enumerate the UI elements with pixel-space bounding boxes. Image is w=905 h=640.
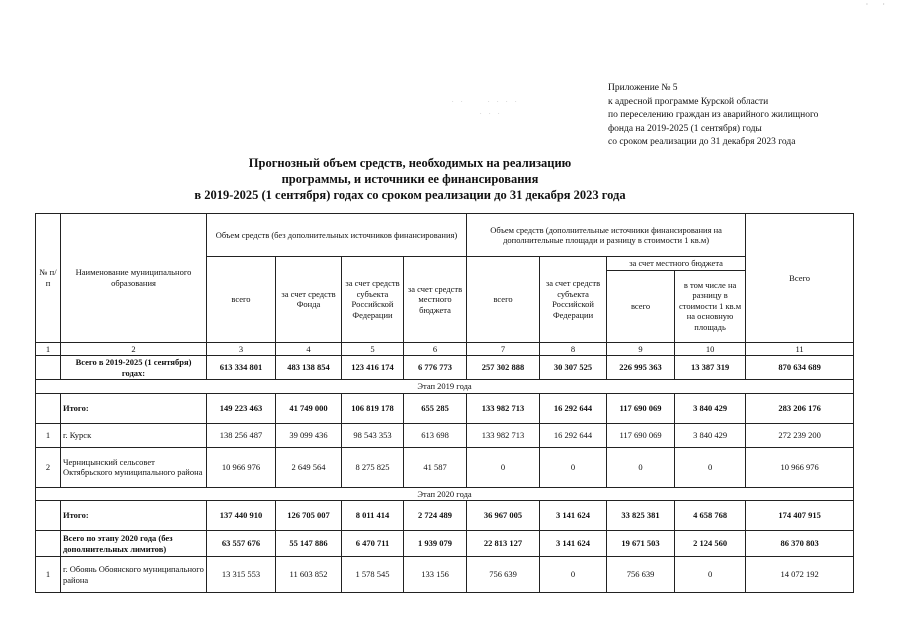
col-number: 9: [607, 342, 675, 356]
cell: 0: [675, 447, 746, 487]
cell: 8 275 825: [342, 447, 404, 487]
cell: 2 124 560: [675, 531, 746, 557]
cell: 133 156: [404, 557, 467, 593]
cell: 98 543 353: [342, 423, 404, 447]
document-title: [170, 155, 650, 203]
cell: 133 982 713: [467, 423, 540, 447]
col-number: 10: [675, 342, 746, 356]
cell: 272 239 200: [746, 423, 854, 447]
cell: 16 292 644: [540, 423, 607, 447]
cell: 10 966 976: [207, 447, 276, 487]
row-num: 2: [36, 447, 61, 487]
cell: 0: [675, 557, 746, 593]
cell: 133 982 713: [467, 393, 540, 423]
cell: 3 840 429: [675, 423, 746, 447]
cell: 138 256 487: [207, 423, 276, 447]
cell: 8 011 414: [342, 501, 404, 531]
row-label: г. Обоянь Обоянского муниципального района: [61, 557, 207, 593]
row-label: Всего в 2019-2025 (1 сентября) годах:: [61, 356, 207, 380]
cell: 3 141 624: [540, 501, 607, 531]
row-num: 1: [36, 557, 61, 593]
appendix-note: [608, 82, 818, 150]
cell: 106 819 178: [342, 393, 404, 423]
row-label: Итого:: [61, 501, 207, 531]
col-number: 6: [404, 342, 467, 356]
stage-label: Этап 2020 года: [36, 487, 854, 501]
header-total: Всего: [746, 214, 854, 343]
table-row-grand-total: [36, 356, 854, 380]
appendix-line: со сроком реализации до 31 декабря 2023 года: [608, 137, 796, 147]
title-line: в 2019-2025 (1 сентября) годах со сроком реализации до 31 декабря 2023 года: [194, 188, 626, 202]
header-group-1: Объем средств (без дополнительных источников финансирования): [207, 214, 467, 257]
cell: 6 470 711: [342, 531, 404, 557]
cell: 19 671 503: [607, 531, 675, 557]
cell: 86 370 803: [746, 531, 854, 557]
header-group-2: Объем средств (дополнительные источники финансирования на дополнительные площади и разницу в стоимости 1 кв.м): [467, 214, 746, 257]
header-c7: всего: [467, 257, 540, 343]
cell: 483 138 854: [276, 356, 342, 380]
header-c9: всего: [607, 270, 675, 342]
col-number: 5: [342, 342, 404, 356]
row-label: Черницынский сельсовет Октябрьского муниципального района: [61, 447, 207, 487]
cell: 16 292 644: [540, 393, 607, 423]
stage-label: Этап 2019 года: [36, 380, 854, 394]
header-c3: всего: [207, 257, 276, 343]
cell: 41 749 000: [276, 393, 342, 423]
table-row: [36, 447, 854, 487]
cell: 226 995 363: [607, 356, 675, 380]
cell: 0: [540, 447, 607, 487]
cell: 3 840 429: [675, 393, 746, 423]
financing-table: [35, 213, 854, 593]
cell: 14 072 192: [746, 557, 854, 593]
header-c4: за счет средств Фонда: [276, 257, 342, 343]
cell: 2 649 564: [276, 447, 342, 487]
cell: 63 557 676: [207, 531, 276, 557]
cell: 13 387 319: [675, 356, 746, 380]
cell: 257 302 888: [467, 356, 540, 380]
col-number: 4: [276, 342, 342, 356]
column-numbers-row: [36, 342, 854, 356]
cell: 39 099 436: [276, 423, 342, 447]
appendix-line: по переселению граждан из аварийного жилищного: [608, 110, 819, 120]
header-c5: за счет средств субъекта Российской Федерации: [342, 257, 404, 343]
cell: 117 690 069: [607, 393, 675, 423]
row-label: Всего по этапу 2020 года (без дополнительных лимитов): [61, 531, 207, 557]
table-row-total-2019: [36, 393, 854, 423]
table-row-total-2020: [36, 501, 854, 531]
scan-specks: . . . . . .: [452, 98, 520, 104]
cell: 126 705 007: [276, 501, 342, 531]
row-num: 1: [36, 423, 61, 447]
table-row: [36, 557, 854, 593]
header-num: № п/п: [36, 214, 61, 343]
cell: 41 587: [404, 447, 467, 487]
cell: 283 206 176: [746, 393, 854, 423]
row-label: г. Курск: [61, 423, 207, 447]
stage-row-2019: [36, 380, 854, 394]
header-name: Наименование муниципального образования: [61, 214, 207, 343]
cell: 149 223 463: [207, 393, 276, 423]
title-line: Прогнозный объем средств, необходимых на реализацию: [248, 156, 572, 170]
cell: 613 334 801: [207, 356, 276, 380]
header-c6: за счет средств местного бюджета: [404, 257, 467, 343]
cell: 55 147 886: [276, 531, 342, 557]
cell: 36 967 005: [467, 501, 540, 531]
scan-marks: · ·: [865, 0, 891, 9]
col-number: 3: [207, 342, 276, 356]
header-c10: в том числе на разницу в стоимости 1 кв.м на основную площадь: [675, 270, 746, 342]
appendix-line: к адресной программе Курской области: [608, 96, 769, 107]
cell: 0: [540, 557, 607, 593]
cell: 870 634 689: [746, 356, 854, 380]
cell: 30 307 525: [540, 356, 607, 380]
scan-specks: . . .: [480, 110, 503, 116]
cell: 22 813 127: [467, 531, 540, 557]
cell: 137 440 910: [207, 501, 276, 531]
table-row-stage-2020-no-limits: [36, 531, 854, 557]
header-local-budget: за счет местного бюджета: [607, 257, 746, 271]
cell: 1 939 079: [404, 531, 467, 557]
col-number: 7: [467, 342, 540, 356]
cell: 123 416 174: [342, 356, 404, 380]
cell: 11 603 852: [276, 557, 342, 593]
appendix-line: Приложение № 5: [608, 83, 678, 93]
col-number: 1: [36, 342, 61, 356]
stage-row-2020: [36, 487, 854, 501]
title-line: программы, и источники ее финансирования: [281, 172, 539, 186]
cell: 117 690 069: [607, 423, 675, 447]
cell: 10 966 976: [746, 447, 854, 487]
header-c8: за счет средств субъекта Российской Федерации: [540, 257, 607, 343]
cell: 655 285: [404, 393, 467, 423]
cell: 756 639: [467, 557, 540, 593]
cell: 13 315 553: [207, 557, 276, 593]
col-number: 8: [540, 342, 607, 356]
cell: 0: [467, 447, 540, 487]
table-row: [36, 423, 854, 447]
cell: 174 407 915: [746, 501, 854, 531]
cell: 6 776 773: [404, 356, 467, 380]
col-number: 11: [746, 342, 854, 356]
cell: 3 141 624: [540, 531, 607, 557]
cell: 1 578 545: [342, 557, 404, 593]
cell: 33 825 381: [607, 501, 675, 531]
cell: 613 698: [404, 423, 467, 447]
col-number: 2: [61, 342, 207, 356]
appendix-line: фонда на 2019-2025 (1 сентября) годы: [608, 123, 762, 134]
cell: 0: [607, 447, 675, 487]
cell: 4 658 768: [675, 501, 746, 531]
cell: 2 724 489: [404, 501, 467, 531]
row-label: Итого:: [61, 393, 207, 423]
cell: 756 639: [607, 557, 675, 593]
